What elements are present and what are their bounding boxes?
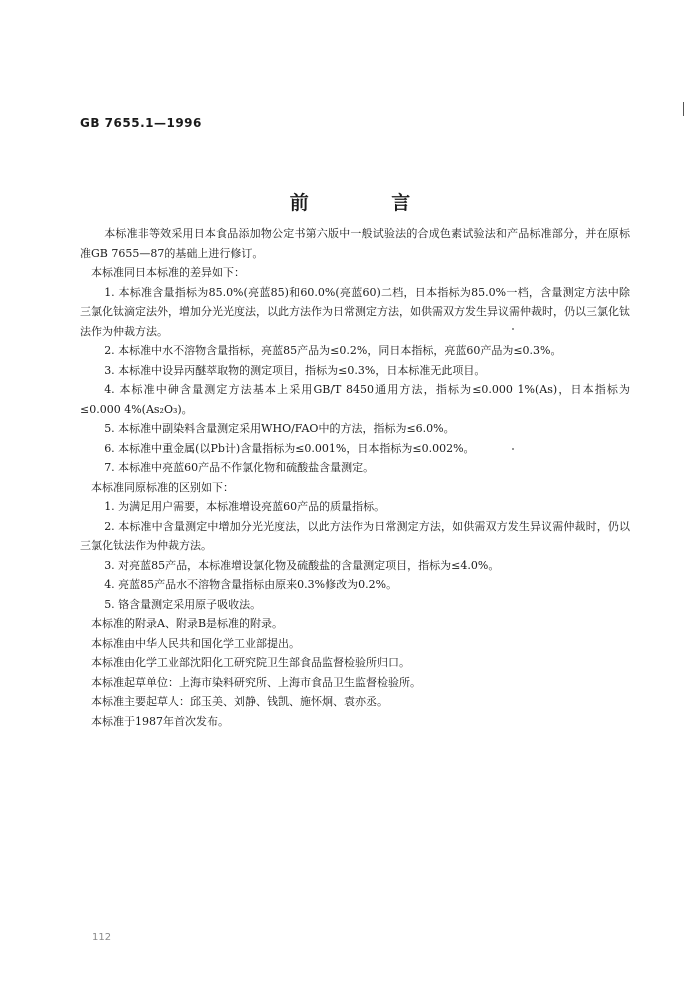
- list-item: 4. 亮蓝85产品水不溶物含量指标由原来0.3%修改为0.2%。: [104, 578, 398, 591]
- paragraph-statement: 本标准的附录A、附录B是标准的附录。: [91, 617, 284, 630]
- paragraph-heading: 本标准同原标准的区别如下：: [91, 480, 234, 494]
- standard-code: GB 7655.1—1996: [80, 116, 202, 130]
- margin-mark: [683, 102, 684, 116]
- paragraph-statement: 本标准于1987年首次发布。: [91, 714, 229, 728]
- list-item: 2. 本标准中水不溶物含量指标，亮蓝85产品为≤0.2%，同日本指标，亮蓝60产品为≤0.3%。: [104, 344, 562, 357]
- document-body: [80, 224, 630, 731]
- list-item: 2. 本标准中含量测定中增加分光光度法，以此方法作为日常测定方法，如供需双方发生异议需仲裁时，仍以三氯化钛法作为仲裁方法。: [80, 519, 630, 552]
- list-item: 4. 本标准中砷含量测定方法基本上采用GB/T 8450通用方法，指标为≤0.000 1%(As)，日本指标为≤0.000 4%(As₂O₃)。: [80, 383, 630, 416]
- scan-speck: [512, 448, 514, 450]
- list-item: 5. 本标准中副染料含量测定采用WHO/FAO中的方法，指标为≤6.0%。: [104, 422, 455, 435]
- list-item: 3. 本标准中设异丙醚萃取物的测定项目，指标为≤0.3%，日本标准无此项目。: [104, 363, 486, 377]
- list-item: 1. 本标准含量指标为85.0%(亮蓝85)和60.0%(亮蓝60)二档，日本指标为85.0%一档，含量测定方法中除三氯化钛滴定法外，增加分光光度法，以此方法作为日常测定方法，如供需双方发生异议需仲裁时，仍以三氯化钛法作为仲裁方法。: [80, 285, 630, 338]
- list-item: 1. 为满足用户需要，本标准增设亮蓝60产品的质量指标。: [104, 500, 386, 513]
- paragraph-heading: 本标准同日本标准的差异如下：: [91, 266, 245, 279]
- page-title: 前 言: [289, 192, 449, 214]
- paragraph-statement: 本标准起草单位：上海市染料研究所、上海市食品卫生监督检验所。: [91, 675, 421, 689]
- list-item: 3. 对亮蓝85产品，本标准增设氯化物及硫酸盐的含量测定项目，指标为≤4.0%。: [104, 558, 500, 572]
- paragraph-statement: 本标准由化学工业部沈阳化工研究院卫生部食品监督检验所归口。: [91, 656, 410, 669]
- page-number: 112: [92, 932, 112, 943]
- paragraph-statement: 本标准主要起草人：邱玉美、刘静、钱凯、施怀炯、袁亦丞。: [91, 695, 388, 708]
- paragraph-statement: 本标准由中华人民共和国化学工业部提出。: [91, 636, 300, 650]
- list-item: 5. 铬含量测定采用原子吸收法。: [104, 597, 262, 611]
- scan-speck: [512, 328, 514, 330]
- paragraph-intro: 本标准非等效采用日本食品添加物公定书第六版中一般试验法的合成色素试验法和产品标准部分，并在原标准GB 7655—87的基础上进行修订。: [80, 227, 630, 260]
- list-item: 7. 本标准中亮蓝60产品不作氯化物和硫酸盐含量测定。: [104, 461, 375, 474]
- list-item: 6. 本标准中重金属(以Pb计)含量指标为≤0.001%，日本指标为≤0.002%。: [104, 441, 475, 455]
